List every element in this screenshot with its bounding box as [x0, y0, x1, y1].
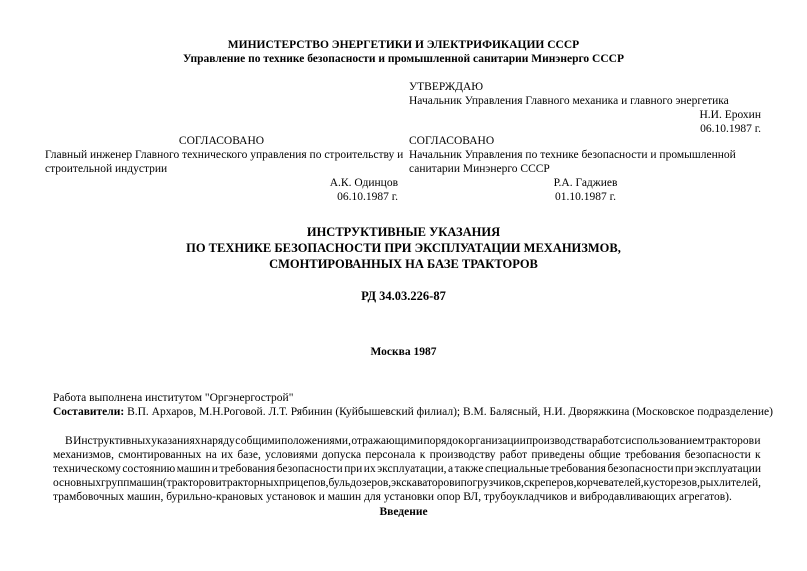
agreed-right-heading: СОГЛАСОВАНО	[409, 135, 495, 147]
agreed-right-position-line2: санитарии Минэнерго СССР	[409, 163, 550, 175]
publication-place: Москва 1987	[370, 346, 437, 358]
approve-heading: УТВЕРЖДАЮ	[409, 81, 484, 93]
agreed-left-position-line2: строительной индустрии	[45, 163, 168, 175]
intro-line-1: В Инструктивных указаниях наряду с общими положениями, отражающими порядок организации производства работ с использованием тракторов и	[65, 435, 761, 447]
ministry-heading: МИНИСТЕРСТВО ЭНЕРГЕТИКИ И ЭЛЕКТРИФИКАЦИИ СССР	[227, 39, 580, 51]
intro-line-5: трамбовочных машин, бурильно-крановых установок и машин для установки опор ВЛ, трубоукладчиков и вибродавливающих агрегатов).	[53, 491, 732, 503]
agreed-left-name: А.К. Одинцов	[329, 177, 398, 189]
intro-line-3: техническому состоянию машин и требования безопасности при их эксплуатации, а также специальные требования безопасности при эксплуатации	[53, 463, 762, 475]
approve-name: Н.И. Ерохин	[699, 109, 761, 121]
department-heading: Управление по технике безопасности и промышленной санитарии Минэнерго СССР	[183, 53, 624, 65]
intro-line-2: механизмов, смонтированных на их базе, условиями допуска персонала к производству работ приведены общие требования безопасности к	[53, 449, 761, 461]
agreed-left-date: 06.10.1987 г.	[337, 191, 398, 203]
title-line-3: СМОНТИРОВАННЫХ НА БАЗЕ ТРАКТОРОВ	[269, 257, 538, 271]
agreed-right-date: 01.10.1987 г.	[555, 191, 616, 203]
institute-line: Работа выполнена институтом "Оргэнергострой"	[53, 392, 294, 404]
intro-line-4: основных групп машин (тракторов и тракторных при цепов, бульдозеров, экскаваторов и погрузчиков, скреперов, корчевателей, кусторезов, рыхлителей,	[53, 477, 762, 489]
title-line-2: ПО ТЕХНИКЕ БЕЗОПАСНОСТИ ПРИ ЭКСПЛУАТАЦИИ МЕХАНИЗМОВ,	[186, 241, 621, 255]
section-heading-introduction: Введение	[379, 506, 428, 518]
authors-label: Составители:	[53, 406, 125, 418]
agreed-left-heading: СОГЛАСОВАНО	[178, 135, 265, 147]
approve-position: Начальник Управления Главного механика и главного энергетика	[409, 95, 729, 107]
authors-line	[53, 405, 773, 419]
authors-list: В.П. Архаров, М.Н.Роговой. Л.Т. Рябинин (Куйбышевский филиал); В.М. Балясный, Н.И. Дворяжкина (Московское подразделение)	[124, 406, 773, 418]
agreed-left-position-line1: Главный инженер Главного технического управления по строительству и	[45, 149, 404, 161]
agreed-right-position-line1: Начальник Управления по технике безопасности и промышленной	[409, 149, 736, 161]
approve-date: 06.10.1987 г.	[700, 123, 761, 135]
agreed-right-name: Р.А. Гаджиев	[553, 177, 618, 189]
document-code: РД 34.03.226-87	[361, 289, 446, 303]
title-line-1: ИНСТРУКТИВНЫЕ УКАЗАНИЯ	[306, 225, 501, 239]
